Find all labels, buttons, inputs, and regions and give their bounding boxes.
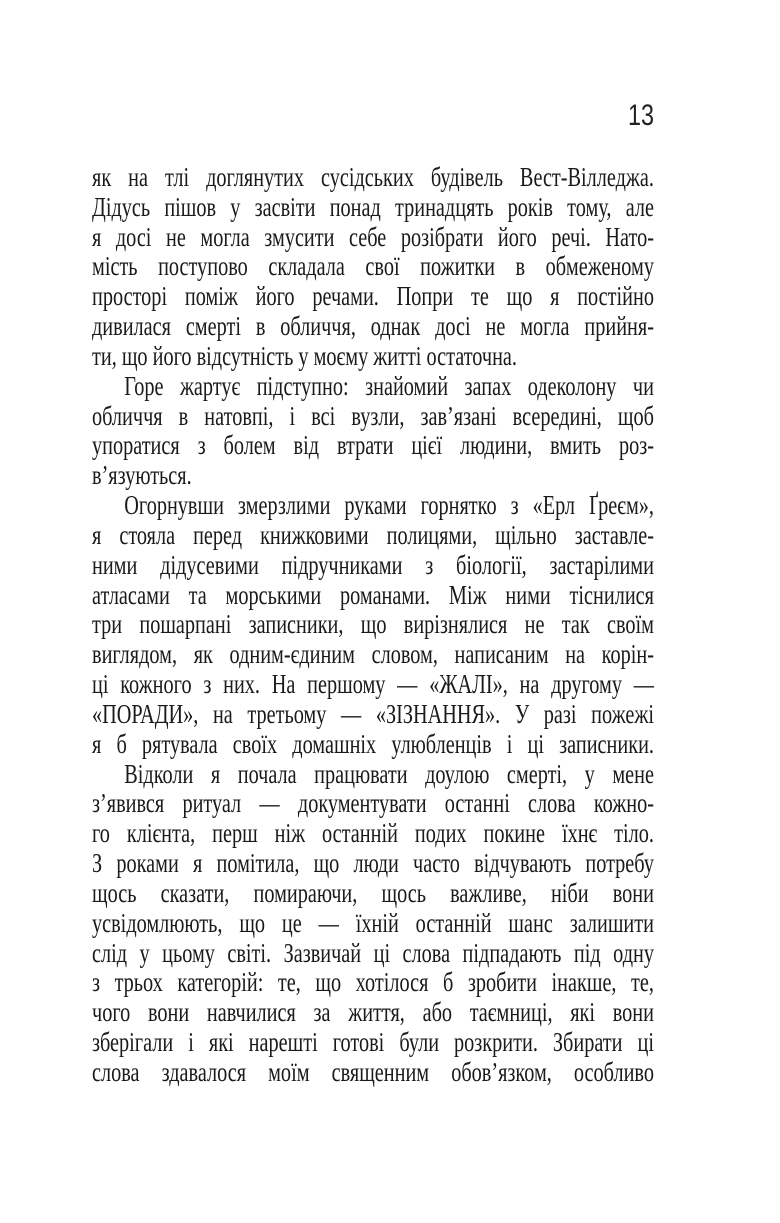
text-line: я стояла перед книжковими полицями, щільно заставле- <box>92 519 654 550</box>
text-line: З роками я помітила, що люди часто відчувають потребу <box>92 848 654 879</box>
text-line: Дідусь пішов у засвіти понад тринадцять років тому, але <box>92 191 654 222</box>
text-line: мість поступово складала свої пожитки в обмеженому <box>92 251 654 282</box>
text-line: я досі не могла змусити себе розібрати його речі. Нато- <box>92 221 654 252</box>
text-line: упоратися з болем від втрати цієї людини, вмить роз- <box>92 430 654 461</box>
text-line: в’язуються. <box>92 460 192 491</box>
text-line: я б рятувала своїх домашніх улюбленців і ці записники. <box>92 728 654 759</box>
text-line: як на тлі доглянутих сусідських будівель Вест-Вілледжа. <box>92 162 654 192</box>
text-line: три пошарпані записники, що вирізнялися не так своїм <box>92 609 654 640</box>
text-line: усвідомлюють, що це — їхній останній шанс залишити <box>92 907 654 938</box>
body-text <box>92 163 654 1088</box>
text-line: Горе жартує підступно: знайомий запах одеколону чи <box>124 370 654 401</box>
text-line: виглядом, як одним-єдиним словом, написаним на корін- <box>92 639 654 670</box>
text-line: зберігали і які нарешті готові були розкрити. Збирати ці <box>92 1027 654 1058</box>
text-line: ці кожного з них. На першому — «ЖАЛІ», на другому — <box>92 669 654 700</box>
text-line: слід у цьому світі. Зазвичай ці слова підпадають під одну <box>92 937 654 968</box>
text-line: атласами та морськими романами. Між ними тіснилися <box>92 579 654 610</box>
text-line: «ПОРАДИ», на третьому — «ЗІЗНАННЯ». У разі пожежі <box>92 698 654 729</box>
page-number: 13 <box>627 99 654 132</box>
text-line: обличчя в натовпі, і всі вузли, зав’язані всередині, щоб <box>92 400 654 431</box>
text-line: Огорнувши змерзлими руками горнятко з «Ерл Ґреєм», <box>124 490 654 521</box>
text-line: дивилася смерті в обличчя, однак досі не могла прийня- <box>92 311 654 342</box>
text-line: ними дідусевими підручниками з біології, застарілими <box>92 549 654 580</box>
text-line: го клієнта, перш ніж останній подих покине їхнє тіло. <box>92 818 654 849</box>
text-line: ти, що його відсутність у моєму житті остаточна. <box>92 340 517 371</box>
text-line: Відколи я почала працювати доулою смерті, у мене <box>124 758 654 789</box>
text-line: з’явився ритуал — документувати останні слова кожно- <box>92 788 654 819</box>
text-line: з трьох категорій: те, що хотілося б зробити інакше, те, <box>92 967 654 998</box>
text-line: щось сказати, помираючи, щось важливе, ніби вони <box>92 877 654 908</box>
text-line: слова здавалося моїм священним обов’язком, особливо <box>92 1056 654 1087</box>
text-line: чого вони навчилися за життя, або таємниці, які вони <box>92 997 654 1028</box>
text-line: просторі поміж його речами. Попри те що я постійно <box>92 281 654 312</box>
